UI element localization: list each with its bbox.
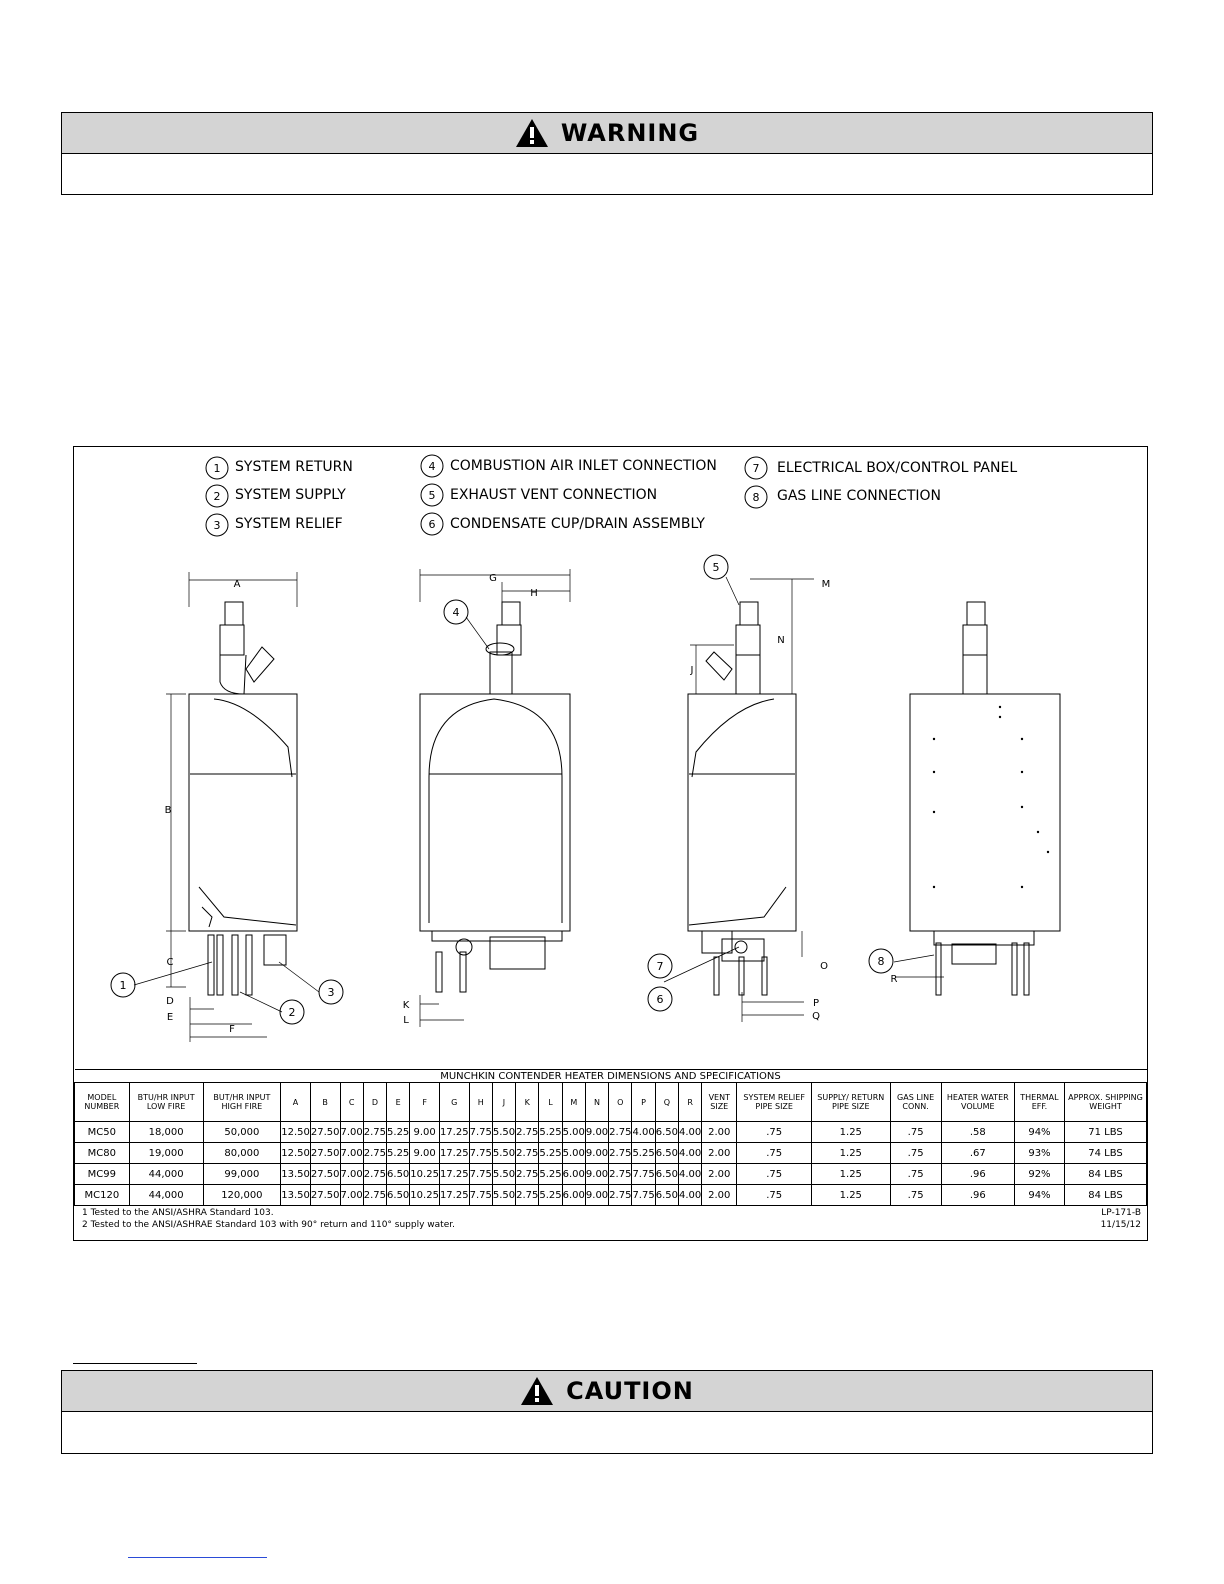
legend-num-6: 6 — [428, 518, 436, 531]
dim-label-R: R — [890, 974, 898, 985]
table-header-cell: GAS LINE CONN. — [890, 1083, 941, 1122]
table-cell: 2.00 — [702, 1185, 737, 1206]
table-cell: 99,000 — [203, 1164, 281, 1185]
table-cell: .58 — [941, 1122, 1014, 1143]
section-rule — [73, 1363, 197, 1364]
table-cell: 27.50 — [310, 1143, 340, 1164]
table-footnotes — [82, 1207, 455, 1231]
table-row — [75, 1143, 1147, 1164]
link-underline — [128, 1557, 267, 1558]
dim-label-Q: Q — [812, 1011, 820, 1022]
table-cell: 2.75 — [516, 1164, 539, 1185]
table-cell: 7.00 — [340, 1185, 363, 1206]
table-cell: 9.00 — [585, 1143, 608, 1164]
legend-text-8: GAS LINE CONNECTION — [777, 488, 941, 504]
table-cell: 92% — [1014, 1164, 1064, 1185]
table-cell: 2.75 — [363, 1122, 386, 1143]
table-cell: 94% — [1014, 1185, 1064, 1206]
table-cell: 5.50 — [492, 1143, 515, 1164]
table-header-cell: L — [539, 1083, 562, 1122]
table-cell: 9.00 — [585, 1185, 608, 1206]
table-cell: 7.75 — [469, 1143, 492, 1164]
table-cell: 1.25 — [812, 1185, 890, 1206]
table-cell: 4.00 — [678, 1143, 701, 1164]
revision-date: 11/15/12 — [1100, 1220, 1141, 1230]
table-cell: 7.75 — [632, 1164, 655, 1185]
table-cell: 2.75 — [609, 1143, 632, 1164]
table-title: MUNCHKIN CONTENDER HEATER DIMENSIONS AND SPECIFICATIONS — [75, 1070, 1147, 1083]
table-header-cell: F — [410, 1083, 440, 1122]
table-cell: 2.75 — [609, 1164, 632, 1185]
table-cell: 1.25 — [812, 1164, 890, 1185]
table-row — [75, 1185, 1147, 1206]
callout-num-3: 3 — [327, 986, 335, 999]
table-header-cell: THERMAL EFF. — [1014, 1083, 1064, 1122]
table-cell: .75 — [737, 1185, 812, 1206]
specifications-table — [74, 1069, 1147, 1206]
dim-label-E: E — [166, 1012, 174, 1023]
table-cell: 44,000 — [129, 1185, 203, 1206]
table-header-cell: M — [562, 1083, 585, 1122]
table-header-cell: R — [678, 1083, 701, 1122]
legend-text-7: ELECTRICAL BOX/CONTROL PANEL — [777, 460, 1018, 476]
caution-body — [62, 1412, 1152, 1452]
table-cell: 17.25 — [439, 1143, 469, 1164]
table-header-cell: SYSTEM RELIEF PIPE SIZE — [737, 1083, 812, 1122]
legend-num-5: 5 — [428, 489, 436, 502]
table-cell: 13.50 — [281, 1185, 311, 1206]
table-cell: .75 — [890, 1164, 941, 1185]
table-cell: 12.50 — [281, 1122, 311, 1143]
dim-label-G: G — [489, 573, 497, 584]
table-cell: 5.25 — [387, 1143, 410, 1164]
table-cell: 44,000 — [129, 1164, 203, 1185]
table-cell: 2.75 — [609, 1185, 632, 1206]
table-cell: 27.50 — [310, 1185, 340, 1206]
dim-label-K: K — [402, 1000, 410, 1011]
table-header-cell: J — [492, 1083, 515, 1122]
table-header-cell: C — [340, 1083, 363, 1122]
table-cell: 2.75 — [609, 1122, 632, 1143]
caution-box — [61, 1370, 1153, 1454]
table-cell: 9.00 — [410, 1143, 440, 1164]
table-cell: .75 — [737, 1164, 812, 1185]
table-row — [75, 1122, 1147, 1143]
table-cell: 6.00 — [562, 1185, 585, 1206]
table-header-cell: A — [281, 1083, 311, 1122]
table-cell: .75 — [737, 1143, 812, 1164]
legend-text-5: EXHAUST VENT CONNECTION — [450, 487, 658, 503]
legend-num-3: 3 — [213, 519, 221, 532]
table-cell: 7.00 — [340, 1122, 363, 1143]
legend-num-7: 7 — [752, 462, 760, 475]
table-cell: 5.25 — [632, 1143, 655, 1164]
table-cell: 84 LBS — [1065, 1185, 1147, 1206]
table-header-cell: HEATER WATER VOLUME — [941, 1083, 1014, 1122]
table-cell: 6.50 — [655, 1185, 678, 1206]
table-cell: 80,000 — [203, 1143, 281, 1164]
callout-num-6: 6 — [656, 993, 664, 1006]
table-body — [75, 1122, 1147, 1206]
table-cell: 4.00 — [678, 1164, 701, 1185]
table-cell: 10.25 — [410, 1164, 440, 1185]
callout-num-8: 8 — [877, 955, 885, 968]
table-cell: 5.25 — [539, 1185, 562, 1206]
table-cell: 5.50 — [492, 1185, 515, 1206]
dim-label-C: C — [166, 957, 174, 968]
table-cell: 7.00 — [340, 1164, 363, 1185]
table-cell: 6.50 — [655, 1164, 678, 1185]
table-header-cell: N — [585, 1083, 608, 1122]
legend-num-2: 2 — [213, 490, 221, 503]
legend-text-1: SYSTEM RETURN — [235, 459, 353, 475]
warning-label: WARNING — [560, 119, 700, 147]
warning-box — [61, 112, 1153, 195]
table-cell: 6.00 — [562, 1164, 585, 1185]
dim-label-M: M — [821, 579, 831, 590]
table-cell: 4.00 — [678, 1122, 701, 1143]
table-cell: 13.50 — [281, 1164, 311, 1185]
table-cell: 5.00 — [562, 1143, 585, 1164]
side-view-left — [189, 602, 297, 995]
dim-label-D: D — [166, 996, 174, 1007]
table-cell: 4.00 — [678, 1185, 701, 1206]
table-cell: 5.25 — [539, 1164, 562, 1185]
table-header-cell: APPROX. SHIPPING WEIGHT — [1065, 1083, 1147, 1122]
dim-label-B: B — [164, 805, 172, 816]
table-cell: 93% — [1014, 1143, 1064, 1164]
caution-header — [62, 1371, 1152, 1412]
table-cell: 9.00 — [410, 1122, 440, 1143]
table-cell: 9.00 — [585, 1122, 608, 1143]
legend-text-3: SYSTEM RELIEF — [235, 516, 343, 532]
legend-num-1: 1 — [213, 462, 221, 475]
table-header-cell: SUPPLY/ RETURN PIPE SIZE — [812, 1083, 890, 1122]
table-header-cell: E — [387, 1083, 410, 1122]
table-cell: 7.75 — [469, 1185, 492, 1206]
table-cell: 94% — [1014, 1122, 1064, 1143]
table-cell: 2.00 — [702, 1164, 737, 1185]
dim-label-O: O — [820, 961, 828, 972]
footnote-1: 1 Tested to the ANSI/ASHRA Standard 103. — [82, 1208, 274, 1218]
table-cell: 2.75 — [516, 1143, 539, 1164]
side-view-right — [688, 602, 796, 995]
table-cell: 19,000 — [129, 1143, 203, 1164]
legend-num-8: 8 — [752, 491, 760, 504]
footnote-2: 2 Tested to the ANSI/ASHRAE Standard 103 with 90° return and 110° supply water. — [82, 1220, 455, 1230]
table-cell: 10.25 — [410, 1185, 440, 1206]
table-cell: 6.50 — [387, 1164, 410, 1185]
table-cell: 7.75 — [469, 1122, 492, 1143]
legend-text-6: CONDENSATE CUP/DRAIN ASSEMBLY — [450, 516, 705, 532]
table-header-cell: BTU/HR INPUT LOW FIRE — [129, 1083, 203, 1122]
table-cell: 5.25 — [539, 1143, 562, 1164]
lp-code: LP-171-B — [1101, 1208, 1141, 1218]
table-header-cell: G — [439, 1083, 469, 1122]
table-header-cell: O — [609, 1083, 632, 1122]
table-cell: 9.00 — [585, 1164, 608, 1185]
warning-header — [62, 113, 1152, 154]
table-cell: 5.25 — [539, 1122, 562, 1143]
heater-dimensions-figure — [73, 446, 1148, 1241]
table-cell: .96 — [941, 1164, 1014, 1185]
table-cell: 50,000 — [203, 1122, 281, 1143]
table-cell: 2.75 — [363, 1143, 386, 1164]
table-cell: 7.75 — [632, 1185, 655, 1206]
legend-text-2: SYSTEM SUPPLY — [235, 487, 346, 503]
table-cell: .75 — [890, 1143, 941, 1164]
table-cell: 2.00 — [702, 1143, 737, 1164]
legend-num-4: 4 — [428, 460, 436, 473]
callout-num-4: 4 — [452, 606, 460, 619]
table-cell: 7.00 — [340, 1143, 363, 1164]
table-cell: 5.25 — [387, 1122, 410, 1143]
table-header-cell: K — [516, 1083, 539, 1122]
table-header-cell: H — [469, 1083, 492, 1122]
table-cell: 7.75 — [469, 1164, 492, 1185]
table-cell: 2.75 — [363, 1185, 386, 1206]
table-cell: 120,000 — [203, 1185, 281, 1206]
table-cell: 17.25 — [439, 1185, 469, 1206]
table-row — [75, 1164, 1147, 1185]
callout-num-2: 2 — [288, 1006, 296, 1019]
table-cell: 74 LBS — [1065, 1143, 1147, 1164]
warning-triangle-icon — [515, 118, 549, 148]
table-cell: 2.00 — [702, 1122, 737, 1143]
table-cell: MC99 — [75, 1164, 130, 1185]
table-cell: 2.75 — [516, 1122, 539, 1143]
legend-text-4: COMBUSTION AIR INLET CONNECTION — [450, 458, 717, 474]
table-header-row — [75, 1083, 1147, 1122]
table-header-cell: VENT SIZE — [702, 1083, 737, 1122]
table-cell: 12.50 — [281, 1143, 311, 1164]
callout-num-7: 7 — [656, 960, 664, 973]
table-cell: 18,000 — [129, 1122, 203, 1143]
table-header-cell: Q — [655, 1083, 678, 1122]
table-cell: 5.00 — [562, 1122, 585, 1143]
table-header-cell: MODEL NUMBER — [75, 1083, 130, 1122]
callout-num-5: 5 — [712, 561, 720, 574]
table-cell: 5.50 — [492, 1122, 515, 1143]
table-header-cell: P — [632, 1083, 655, 1122]
dim-label-J: J — [690, 665, 694, 676]
table-cell: 4.00 — [632, 1122, 655, 1143]
table-cell: 17.25 — [439, 1164, 469, 1185]
table-cell: 6.50 — [387, 1185, 410, 1206]
dim-label-P: P — [812, 998, 820, 1009]
table-cell: MC120 — [75, 1185, 130, 1206]
table-cell: 2.75 — [363, 1164, 386, 1185]
warning-body — [62, 154, 1152, 194]
table-cell: 2.75 — [516, 1185, 539, 1206]
table-cell: .75 — [890, 1122, 941, 1143]
table-cell: MC80 — [75, 1143, 130, 1164]
table-cell: .96 — [941, 1185, 1014, 1206]
table-cell: 6.50 — [655, 1122, 678, 1143]
callout-num-1: 1 — [119, 979, 127, 992]
table-cell: 6.50 — [655, 1143, 678, 1164]
dim-label-F: F — [229, 1024, 235, 1035]
table-cell: .67 — [941, 1143, 1014, 1164]
dim-label-L: L — [403, 1015, 409, 1026]
table-cell: .75 — [890, 1185, 941, 1206]
table-cell: 84 LBS — [1065, 1164, 1147, 1185]
table-cell: 71 LBS — [1065, 1122, 1147, 1143]
table-cell: 27.50 — [310, 1122, 340, 1143]
table-cell: MC50 — [75, 1122, 130, 1143]
dim-label-H: H — [530, 588, 538, 599]
caution-triangle-icon — [520, 1376, 554, 1406]
heater-drawings — [74, 447, 1147, 1067]
document-code — [1101, 1207, 1141, 1231]
table-header-cell: B — [310, 1083, 340, 1122]
table-cell: 17.25 — [439, 1122, 469, 1143]
table-cell: 1.25 — [812, 1143, 890, 1164]
table-cell: 5.50 — [492, 1164, 515, 1185]
table-header-cell: BUT/HR INPUT HIGH FIRE — [203, 1083, 281, 1122]
rear-view — [910, 602, 1060, 995]
dim-label-A: A — [233, 579, 241, 590]
front-view — [420, 602, 570, 992]
table-cell: 27.50 — [310, 1164, 340, 1185]
table-cell: 1.25 — [812, 1122, 890, 1143]
dim-label-N: N — [777, 635, 785, 646]
caution-label: CAUTION — [566, 1377, 694, 1405]
table-header-cell: D — [363, 1083, 386, 1122]
table-cell: .75 — [737, 1122, 812, 1143]
